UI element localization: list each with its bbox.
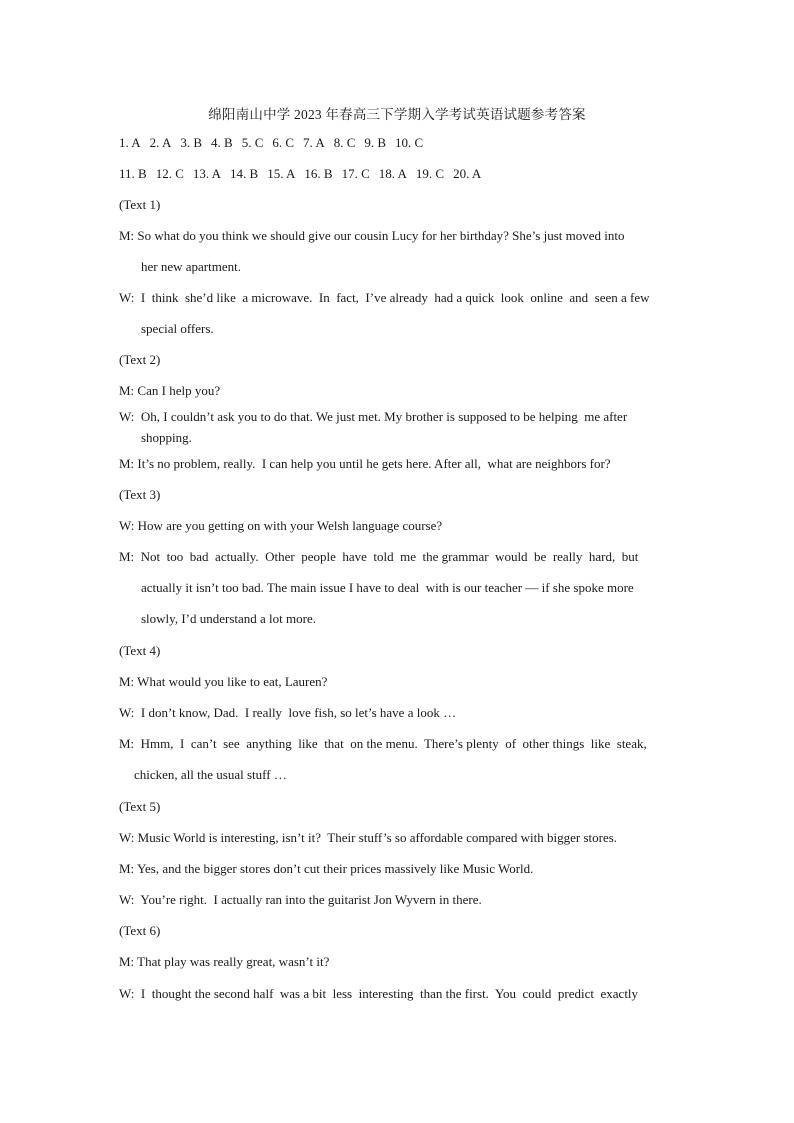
text-1-label: (Text 1) xyxy=(119,197,161,212)
text-2-label: (Text 2) xyxy=(119,352,161,367)
text-2-man-line-1: M: Can I help you? xyxy=(119,383,221,398)
text-1-woman-line-2: special offers. xyxy=(141,321,214,336)
answer-item: 15. A xyxy=(267,166,296,181)
text-5-woman-line-1: W: Music World is interesting, isn’t it? Their stuff’s so affordable compared with bigger stores. xyxy=(119,830,618,845)
answer-key-row-1 xyxy=(119,134,432,152)
answer-item: 5. C xyxy=(241,135,264,150)
text-5-label: (Text 5) xyxy=(119,799,161,814)
text-4-woman-line: W: I don’t know, Dad. I really love fish, so let’s have a look … xyxy=(119,705,457,720)
answer-key-row-2 xyxy=(119,165,490,183)
answer-item: 3. B xyxy=(180,135,203,150)
answer-item: 17. C xyxy=(341,166,370,181)
text-6-man-line: M: That play was really great, wasn’t it? xyxy=(119,954,330,969)
text-1-woman-line-1: W: I think she’d like a microwave. In fact, I’ve already had a quick look online and seen a few xyxy=(119,290,650,305)
text-4-man-line-2: M: Hmm, I can’t see anything like that on the menu. There’s plenty of other things like steak, xyxy=(119,736,647,751)
text-2-woman-line-2: shopping. xyxy=(141,430,192,445)
text-3-man-line-1: M: Not too bad actually. Other people have told me the grammar would be really hard, but xyxy=(119,549,639,564)
answer-item: 6. C xyxy=(272,135,295,150)
answer-item: 1. A xyxy=(119,135,141,150)
answer-item: 7. A xyxy=(303,135,325,150)
answer-item: 12. C xyxy=(155,166,184,181)
text-1-man-line-1: M: So what do you think we should give our cousin Lucy for her birthday? She’s just moved into xyxy=(119,228,625,243)
text-4-man-line-1: M: What would you like to eat, Lauren? xyxy=(119,674,328,689)
text-3-woman-line: W: How are you getting on with your Welsh language course? xyxy=(119,518,443,533)
answer-item: 2. A xyxy=(149,135,172,150)
answer-item: 13. A xyxy=(192,166,222,181)
text-1-man-line-2: her new apartment. xyxy=(141,259,241,274)
answer-item: 9. B xyxy=(364,135,387,150)
text-5-man-line: M: Yes, and the bigger stores don’t cut their prices massively like Music World. xyxy=(119,861,534,876)
answer-item: 14. B xyxy=(230,166,259,181)
answer-item: 20. A xyxy=(453,166,482,181)
answer-item: 16. B xyxy=(304,166,333,181)
answer-item: 11. B xyxy=(119,166,147,181)
text-4-label: (Text 4) xyxy=(119,643,161,658)
text-5-woman-line-2: W: You’re right. I actually ran into the guitarist Jon Wyvern in there. xyxy=(119,892,482,907)
answer-item: 8. C xyxy=(333,135,356,150)
answer-item: 10. C xyxy=(395,135,424,150)
text-3-man-line-2: actually it isn’t too bad. The main issue I have to deal with is our teacher — if she spoke more xyxy=(141,580,634,595)
answer-item: 18. A xyxy=(378,166,407,181)
text-4-man-line-3: chicken, all the usual stuff … xyxy=(134,767,287,782)
answer-item: 4. B xyxy=(211,135,233,150)
text-3-label: (Text 3) xyxy=(119,487,161,502)
page-title: 绵阳南山中学 2023 年春高三下学期入学考试英语试题参考答案 xyxy=(208,107,586,122)
text-3-man-line-3: slowly, I’d understand a lot more. xyxy=(141,611,316,626)
text-2-man-line-2: M: It’s no problem, really. I can help you until he gets here. After all, what are neighbors for? xyxy=(119,456,611,471)
answer-item: 19. C xyxy=(415,166,445,181)
text-6-woman-line-1: W: I thought the second half was a bit less interesting than the first. You could predict exactly xyxy=(119,986,639,1001)
text-6-label: (Text 6) xyxy=(119,923,161,938)
text-2-woman-line-1: W: Oh, I couldn’t ask you to do that. We just met. My brother is supposed to be helping me after xyxy=(119,409,628,424)
